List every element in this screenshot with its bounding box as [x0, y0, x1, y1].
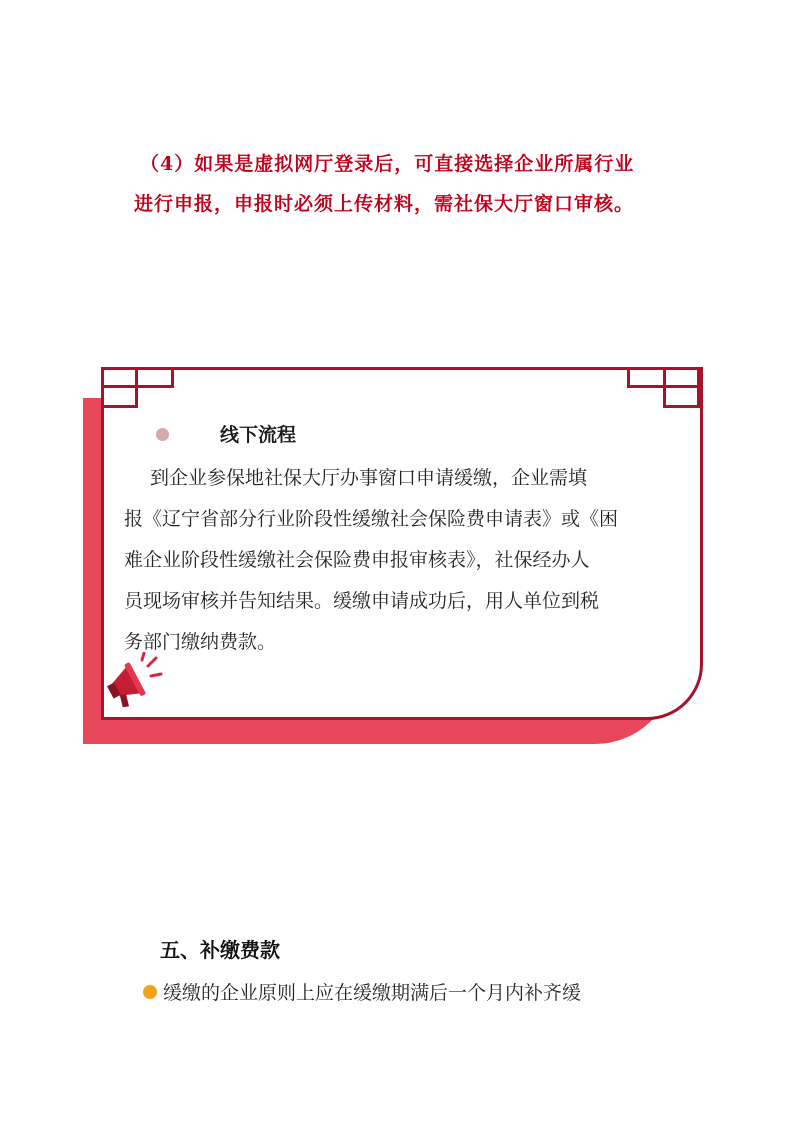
- red-note-line-1: （4）如果是虚拟网厅登录后，可直接选择企业所属行业: [140, 153, 635, 175]
- card-title: 线下流程: [220, 424, 297, 446]
- corner-ornament-top-left: [101, 367, 175, 409]
- bullet-paragraph: [143, 976, 703, 1010]
- red-note-line-2: 进行申报，申报时必须上传材料，需社保大厅窗口审核。: [134, 193, 635, 215]
- section-title: 五、补缴费款: [160, 938, 280, 962]
- card-body-line: 到企业参保地社保大厅办事窗口申请缓缴，企业需填: [150, 467, 588, 489]
- card-body: [124, 458, 680, 663]
- card-body-line: 难企业阶段性缓缴社会保险费申报审核表》，社保经办人: [124, 549, 590, 571]
- card-body-line: 务部门缴纳费款。: [124, 631, 277, 653]
- corner-ornament-top-right: [627, 367, 700, 409]
- card-body-line: 员现场审核并告知结果。缓缴申请成功后，用人单位到税: [124, 590, 600, 612]
- red-note: [134, 144, 694, 224]
- card-title-bullet: [156, 428, 169, 441]
- megaphone-icon: [104, 652, 164, 710]
- bullet-dot-icon: [143, 985, 157, 999]
- bullet-text: 缓缴的企业原则上应在缓缴期满后一个月内补齐缓: [163, 982, 582, 1004]
- card-body-line: 报《辽宁省部分行业阶段性缓缴社会保险费申请表》或《困: [124, 508, 619, 530]
